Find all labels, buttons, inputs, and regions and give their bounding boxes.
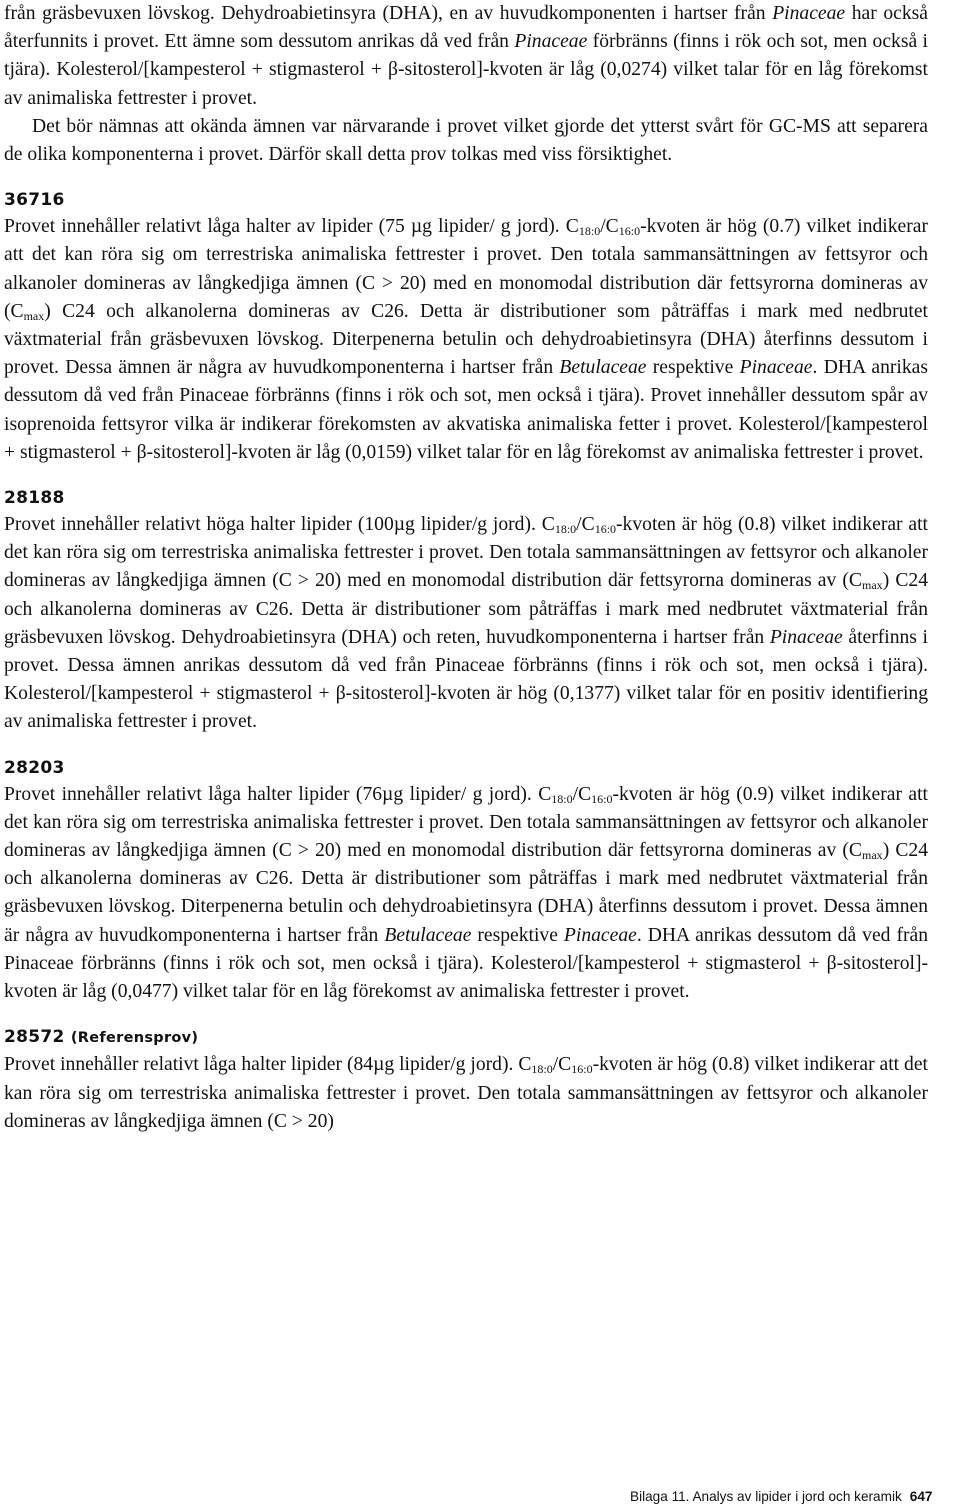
sample-id: 28572 xyxy=(4,1027,65,1048)
sample-section-28203 xyxy=(4,755,928,1007)
subscript: 18:0 xyxy=(551,791,573,806)
sample-heading xyxy=(4,187,928,213)
text-run: Provet innehåller relativt höga halter lipider (100µg lipider/g jord). C xyxy=(4,514,555,536)
text-run: Provet innehåller relativt låga halter lipider (84µg lipider/g jord). C xyxy=(4,1054,532,1076)
text-run: ) C24 och alkanolerna domineras av C26. Detta är distributioner som påträffas i mark med nedbrutet växtmaterial från gräsbevuxen lövskog. Diterpenerna betulin och dehydroabietinsyra (DHA) återfinns dessutom i provet. Dessa ämnen är några av huvudkomponenterna i hartser från xyxy=(4,300,928,379)
section-gap xyxy=(4,467,928,485)
footer-divider xyxy=(620,1476,954,1477)
subscript: max xyxy=(862,848,883,863)
section-gap xyxy=(4,169,928,187)
page-number: 647 xyxy=(909,1489,933,1504)
text-run: respektive xyxy=(646,357,740,379)
text-run: /C xyxy=(600,216,619,238)
text-run: återfinns i provet. Dessa ämnen anrikas dessutom då ved från Pinaceae förbränns (finns i rök och sot, men också i tjära). Kolesterol/[kampesterol + stigmasterol + β-sitosterol]-kvoten är hög (0,1377) vilket talar för en positiv identifiering av animaliska fettrester i provet. xyxy=(4,626,928,733)
text-run: -kvoten är hög (0.8) vilket indikerar att det kan röra sig om terrestriska animaliska fettrester i provet. Den totala sammansättningen av fettsyror och alkanoler domineras av långkedjiga ämnen (C > 20) med en monomodal distribution där fettsyrorna domineras av (C xyxy=(4,514,928,592)
subscript: 18:0 xyxy=(578,224,601,239)
sample-body xyxy=(4,1051,928,1136)
taxon-name: Pinaceae xyxy=(563,924,637,946)
section-gap xyxy=(4,1006,928,1024)
sample-section-28188 xyxy=(4,485,928,737)
text-run: Det bör nämnas att okända ämnen var närvarande i provet vilket gjorde det ytterst svårt för GC-MS att separera de olika komponenterna i provet. Därför skall detta prov tolkas med viss försiktighet. xyxy=(4,115,928,166)
sample-body xyxy=(4,781,928,1007)
text-run: Provet innehåller relativt låga halter lipider (76µg lipider/ g jord). C xyxy=(4,783,552,805)
page-footer xyxy=(630,1489,954,1505)
sample-section-28572 xyxy=(4,1024,928,1136)
text-run: har också återfunnits i provet. Ett ämne som dessutom anrikas då ved från xyxy=(4,3,928,53)
sample-section-36716 xyxy=(4,187,928,467)
text-run: från gräsbevuxen lövskog. Dehydroabietinsyra (DHA), en av huvudkomponenten i hartser från xyxy=(4,3,773,24)
text-run: förbränns (finns i rök och sot, men också i tjära). Kolesterol/[kampesterol + stigmasterol + β-sitosterol]-kvoten är låg (0,0274) vilket talar för en låg förekomst av animaliska fettrester i provet. xyxy=(4,31,929,109)
text-run: -kvoten är hög (0.7) vilket indikerar att det kan röra sig om terrestriska animaliska fettrester i provet. Den totala sammansättningen av fettsyror och alkanoler domineras av långkedjiga ämnen (C > 20) med en monomodal distribution där fettsyrorna domineras av (C xyxy=(4,216,928,322)
sample-id: 28188 xyxy=(4,488,65,509)
taxon-name: Betulaceae xyxy=(559,357,647,379)
subscript: 18:0 xyxy=(554,522,577,537)
subscript: max xyxy=(862,578,883,593)
text-run: /C xyxy=(552,1054,572,1076)
section-gap xyxy=(4,737,928,755)
text-run: -kvoten är hög (0.8) vilket indikerar att det kan röra sig om terrestriska animaliska fettrester i provet. Den totala sammansättningen av fettsyror och alkanoler domineras av långkedjiga ämnen (C > 20) xyxy=(4,1054,928,1132)
text-run: . DHA anrikas dessutom då ved från Pinaceae förbränns (finns i rök och sot, men också i tjära). Provet innehåller dessutom spår av isoprenoida fettsyror vilka är indikerar förekomsten av akvatiska animaliska fetter i provet. Kolesterol/[kampesterol + stigmasterol + β-sitosterol]-kvoten är låg (0,0159) vilket talar för en låg förekomst av animaliska fettrester i provet. xyxy=(4,357,928,463)
taxon-name: Pinaceae xyxy=(769,626,843,648)
intro-paragraph-2 xyxy=(4,113,928,169)
subscript: 18:0 xyxy=(531,1062,553,1077)
sample-heading xyxy=(4,1024,928,1051)
sample-body xyxy=(4,511,928,737)
taxon-name: Pinaceae xyxy=(514,31,588,53)
footer-label: Bilaga 11. Analys av lipider i jord och keramik xyxy=(630,1489,902,1504)
subscript: 16:0 xyxy=(591,791,613,806)
text-run: ) C24 och alkanolerna domineras av C26. Detta är distributioner som påträffas i mark med nedbrutet växtmaterial från gräsbevuxen lövskog. Diterpenerna betulin och dehydroabietinsyra (DHA) återfinns dessutom i provet. Dessa ämnen är några av huvudkomponenterna i hartser från xyxy=(4,840,928,946)
subscript: 16:0 xyxy=(618,224,641,239)
text-run: respektive xyxy=(471,924,564,946)
sample-heading xyxy=(4,485,928,511)
intro-paragraph-1 xyxy=(4,0,928,113)
taxon-name: Pinaceae xyxy=(772,3,846,24)
sample-note: (Referensprov) xyxy=(70,1030,199,1047)
taxon-name: Pinaceae xyxy=(739,357,813,379)
document-page xyxy=(4,0,928,1136)
subscript: max xyxy=(23,308,45,323)
text-run: Provet innehåller relativt låga halter av lipider (75 µg lipider/ g jord). C xyxy=(4,216,579,238)
text-run: . DHA anrikas dessutom då ved från Pinaceae förbränns (finns i rök och sot, men också i tjära). Kolesterol/[kampesterol + stigmasterol + β-sitosterol]-kvoten är låg (0,0477) vilket talar för en låg förekomst av animaliska fettrester i provet. xyxy=(4,924,928,1003)
text-run: /C xyxy=(576,514,595,536)
taxon-name: Betulaceae xyxy=(384,924,472,946)
subscript: 16:0 xyxy=(571,1062,593,1077)
text-run: ) C24 och alkanolerna domineras av C26. Detta är distributioner som påträffas i mark med nedbrutet växtmaterial från gräsbevuxen lövskog. Dehydroabietinsyra (DHA) och reten, huvudkomponenterna i hartser från xyxy=(4,570,928,648)
sample-id: 36716 xyxy=(4,190,65,211)
text-run: /C xyxy=(572,783,592,805)
text-run: -kvoten är hög (0.9) vilket indikerar att det kan röra sig om terrestriska animaliska fettrester i provet. Den totala sammansättningen av fettsyror och alkanoler domineras av långkedjiga ämnen (C > 20) med en monomodal distribution där fettsyrorna domineras av (C xyxy=(4,783,929,862)
sample-heading xyxy=(4,755,928,781)
sample-body xyxy=(4,213,928,467)
sample-id: 28203 xyxy=(4,757,65,778)
subscript: 16:0 xyxy=(594,522,617,537)
